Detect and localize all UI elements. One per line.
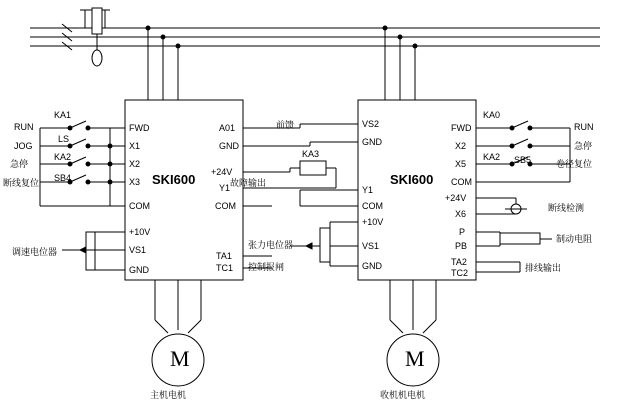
label-sb5: SB5 [514, 155, 532, 165]
terminal-fwd-2: FWD [451, 123, 472, 133]
terminal-10v-2: +10V [362, 217, 384, 227]
label-break-detect: 断线检测 [548, 203, 585, 213]
terminal-vs1-1: VS1 [129, 245, 147, 255]
label-run-right: RUN [574, 122, 594, 132]
label-fault-output: 故障输出 [230, 178, 267, 188]
terminal-gnd-r-1: GND [219, 141, 239, 151]
terminal-com-1: COM [129, 201, 150, 211]
motor-2-caption: 收机机电机 [380, 390, 426, 400]
terminal-tc1: TC1 [216, 263, 234, 273]
terminal-x3-1: X3 [129, 177, 141, 187]
label-sb4: SB4 [54, 173, 72, 183]
terminal-pb-2: PB [455, 241, 468, 251]
label-estop-right: 急停 [574, 141, 593, 151]
terminal-10v-1: +10V [129, 227, 151, 237]
label-ka2-left: KA2 [54, 152, 72, 162]
terminal-a01-1: A01 [219, 123, 236, 133]
label-ka0: KA0 [483, 110, 501, 120]
label-ka1: KA1 [54, 110, 72, 120]
terminal-24v-2: +24V [445, 193, 467, 203]
label-run-left: RUN [14, 122, 34, 132]
terminal-y1-2: Y1 [362, 185, 374, 195]
label-jog-left: JOG [14, 141, 33, 151]
terminal-com-2: COM [362, 201, 383, 211]
terminal-x2-2: X2 [455, 141, 467, 151]
terminal-tc2: TC2 [451, 268, 469, 278]
label-ka2-right: KA2 [483, 152, 501, 162]
label-tension-pot: 张力电位器 [248, 240, 294, 250]
terminal-24v-1: +24V [211, 167, 233, 177]
terminal-x2-1: X2 [129, 159, 141, 169]
terminal-vs1-2: VS1 [362, 241, 380, 251]
label-speed-pot: 调速电位器 [12, 247, 58, 257]
label-feedforward: 前馈 [276, 120, 295, 130]
label-traverse-output: 排线输出 [525, 263, 562, 273]
terminal-gnd-1: GND [129, 265, 149, 275]
label-braking-resistor: 制动电阻 [556, 234, 593, 244]
label-ls: LS [58, 134, 70, 144]
terminal-x5-2: X5 [455, 159, 467, 169]
label-estop-left: 急停 [10, 159, 29, 169]
terminal-x1-1: X1 [129, 141, 141, 151]
terminal-x6-2: X6 [455, 209, 467, 219]
terminal-gnd-2: GND [362, 137, 382, 147]
terminal-com-r-2: COM [451, 177, 472, 187]
label-ka3: KA3 [302, 149, 320, 159]
motor-1-caption: 主机电机 [150, 390, 187, 400]
terminal-com-r-1: COM [215, 201, 236, 211]
terminal-vs2-2: VS2 [362, 119, 380, 129]
drive-1-title: SKI600 [152, 172, 196, 187]
terminal-ta1: TA1 [216, 251, 232, 261]
label-break-reset-left: 断线复位 [3, 178, 40, 188]
label-diameter-reset: 卷径复位 [556, 159, 593, 169]
drive-2-title: SKI600 [390, 172, 434, 187]
label-brake-control: 控制报闸 [248, 262, 285, 272]
terminal-fwd-1: FWD [129, 123, 150, 133]
terminal-gnd-b-2: GND [362, 261, 382, 271]
terminal-ta2: TA2 [451, 257, 467, 267]
motor-1-letter: M [170, 346, 190, 371]
terminal-y1-1: Y1 [219, 183, 231, 193]
motor-2-letter: M [405, 346, 425, 371]
terminal-p-2: P [459, 227, 466, 237]
